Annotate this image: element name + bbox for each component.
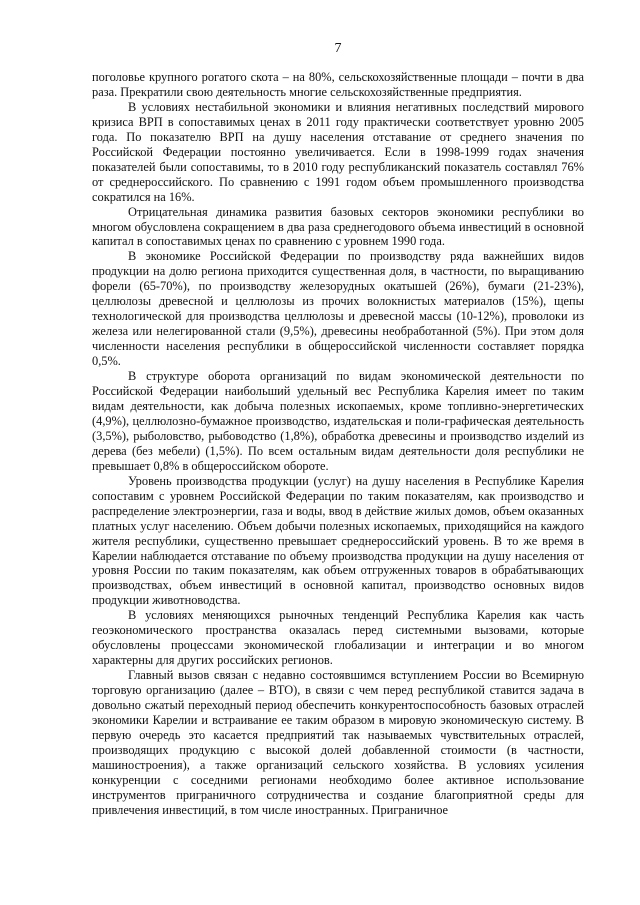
page-number: 7	[334, 41, 342, 56]
paragraph-grp: В условиях нестабильной экономики и влияния негативных последствий мирового кризиса ВРП в сопоставимых ценах в 2011 году практически соответствует уровню 2005 года. По показателю ВРП на душу населения отставание от среднего значения по Российской Федерации постоянно увеличивается. Если в 1998-1999 годах значения показателей были сопоставимы, то в 2010 году республиканский показатель составлял 76% от среднероссийского. По сравнению с 1991 годом объем промышленного производства сократился на 16%.	[92, 99, 584, 204]
paragraph-investment: Отрицательная динамика развития базовых секторов экономики республики во многом обусловлена сокращением в два раза среднегодового объема инвестиций в основной капитал в сопоставимых ценах по сравнению с уровнем 1990 года.	[92, 204, 584, 249]
paragraph-production-share: В экономике Российской Федерации по производству ряда важнейших видов продукции на долю региона приходится существенная доля, в частности, по выращиванию форели (65-70%), по производству железорудных окатышей (26%), бумаги (21-23%), целлюлозы древесной и целлюлозы из прочих волокнистых материалов (15%), щепы технологической для производства целлюлозы и древесной массы (10-12%), проволоки из железа или нелегированной стали (9,5%), древесины необработанной (5%). При этом доля численности населения республики в общероссийской численности составляет порядка 0,5%.	[92, 249, 584, 369]
paragraph-turnover-structure: В структуре оборота организаций по видам экономической деятельности по Российской Федерации наибольший удельный вес Республика Карелия имеет по таким видам деятельности, как добыча полезных ископаемых, кроме топливно-энергетических (4,9%), целлюлозно-бумажное производство, издательская и поли-графическая деятельность (3,5%), рыболовство, рыбоводство (1,8%), обработка древесины и производство изделий из дерева (без мебели) (1,5%). По всем остальным видам деятельности доля республики не превышает 0,8% в общероссийском обороте.	[92, 369, 584, 473]
paragraph-per-capita: Уровень производства продукции (услуг) на душу населения в Республике Карелия сопоставим с уровнем Российской Федерации по таким показателям, как производство и распределение электроэнергии, газа и воды, ввод в действие жилых домов, объем оказанных платных услуг населению. Объем добычи полезных ископаемых, приходящийся на каждого жителя республики, существенно превышает среднероссийский уровень. В то же время в Карелии наблюдается отставание по объему производства продукции на душу населения от уровня России по таким показателям, как объем отгруженных товаров в обрабатывающих производствах, объем инвестиций в основной капитал, производство основных видов продукции животноводства.	[92, 473, 584, 608]
paragraph-livestock: поголовье крупного рогатого скота – на 80%, сельскохозяйственные площади – почти в два раза. Прекратили свою деятельность многие сельскохозяйственные предприятия.	[92, 70, 584, 99]
paragraph-wto: Главный вызов связан с недавно состоявшимся вступлением России во Всемирную торговую организацию (далее – ВТО), в связи с чем перед республикой ставится задача в довольно сжатый переходный период обеспечить конкурентоспособность базовых отраслей экономики Карелии и встраивание ее таким образом в мировую экономическую систему. В первую очередь это касается предприятий так называемых чувствительных отраслей, производящих продукцию с высокой долей добавленной стоимости (в частности, машиностроения), а также организаций сельского хозяйства. В условиях усиления конкуренции с соседними регионами необходимо более активное использование инструментов приграничного сотрудничества и создание благоприятной среды для привлечения инвестиций, в том числе иностранных. Приграничное	[92, 668, 584, 817]
paragraph-market-trends: В условиях меняющихся рыночных тенденций Республика Карелия как часть геоэкономического пространства оказалась перед системными вызовами, которые обусловлены процессами экономической глобализации и интеграции и во многом характерны для других российских регионов.	[92, 608, 584, 668]
document-page	[92, 40, 584, 818]
